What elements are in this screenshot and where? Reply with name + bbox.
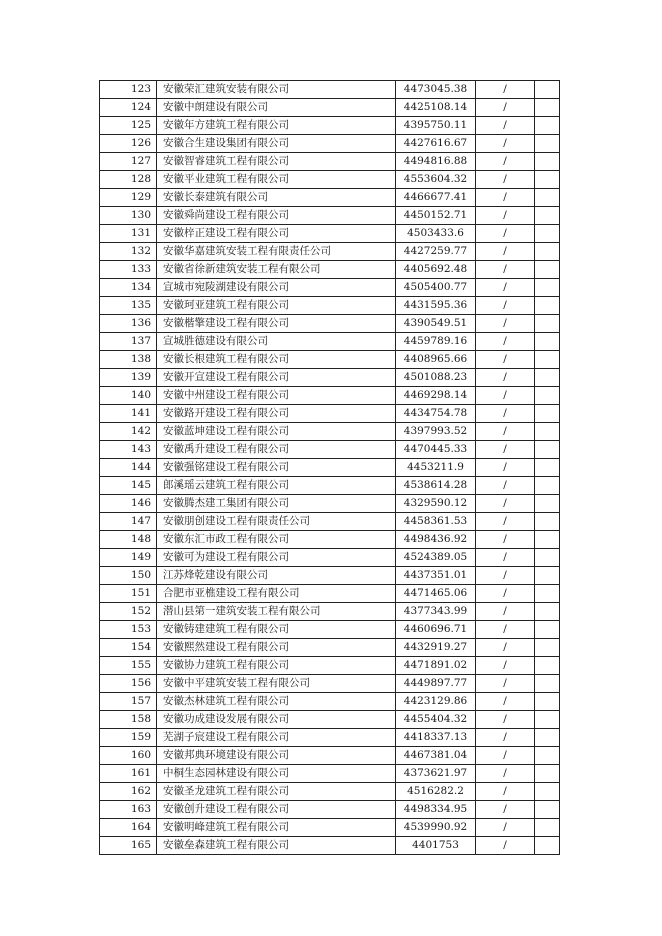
- company-name-cell: 安徽邦典环境建设有限公司: [157, 747, 396, 765]
- bid-price-cell: 4401753: [396, 837, 476, 855]
- row-number-cell: 152: [100, 603, 157, 621]
- table-row: [100, 171, 560, 189]
- empty-cell: [535, 567, 560, 585]
- bid-price-cell: 4450152.71: [396, 207, 476, 225]
- bid-price-cell: 4377343.99: [396, 603, 476, 621]
- remark-cell: /: [476, 729, 535, 747]
- remark-cell: /: [476, 567, 535, 585]
- table-row: [100, 675, 560, 693]
- company-name-cell: 安徽可为建设工程有限公司: [157, 549, 396, 567]
- table-row: [100, 711, 560, 729]
- company-name-cell: 安徽荣汇建筑安装有限公司: [157, 81, 396, 99]
- remark-cell: /: [476, 297, 535, 315]
- company-name-cell: 安徽东汇市政工程有限公司: [157, 531, 396, 549]
- remark-cell: /: [476, 387, 535, 405]
- company-name-cell: 安徽腾杰建工集团有限公司: [157, 495, 396, 513]
- company-name-cell: 安徽梓正建设工程有限公司: [157, 225, 396, 243]
- empty-cell: [535, 387, 560, 405]
- bid-price-cell: 4470445.33: [396, 441, 476, 459]
- bid-price-cell: 4427616.67: [396, 135, 476, 153]
- table-row: [100, 387, 560, 405]
- empty-cell: [535, 765, 560, 783]
- empty-cell: [535, 153, 560, 171]
- bid-price-cell: 4501088.23: [396, 369, 476, 387]
- bid-price-cell: 4437351.01: [396, 567, 476, 585]
- row-number-cell: 124: [100, 99, 157, 117]
- table-row: [100, 621, 560, 639]
- remark-cell: /: [476, 117, 535, 135]
- company-name-cell: 安徽中州建设工程有限公司: [157, 387, 396, 405]
- table-row: [100, 603, 560, 621]
- remark-cell: /: [476, 189, 535, 207]
- table-row: [100, 567, 560, 585]
- bid-price-cell: 4503433.6: [396, 225, 476, 243]
- row-number-cell: 151: [100, 585, 157, 603]
- empty-cell: [535, 423, 560, 441]
- table-row: [100, 333, 560, 351]
- row-number-cell: 150: [100, 567, 157, 585]
- bid-price-cell: 4373621.97: [396, 765, 476, 783]
- table-row: [100, 135, 560, 153]
- row-number-cell: 139: [100, 369, 157, 387]
- remark-cell: /: [476, 531, 535, 549]
- empty-cell: [535, 297, 560, 315]
- remark-cell: /: [476, 81, 535, 99]
- bid-price-cell: 4524389.05: [396, 549, 476, 567]
- company-name-cell: 安徽省徐新建筑安装工程有限公司: [157, 261, 396, 279]
- company-name-cell: 安徽朋创建设工程有限责任公司: [157, 513, 396, 531]
- bid-price-cell: 4516282.2: [396, 783, 476, 801]
- remark-cell: /: [476, 315, 535, 333]
- table-row: [100, 459, 560, 477]
- table-row: [100, 729, 560, 747]
- table-row: [100, 261, 560, 279]
- row-number-cell: 162: [100, 783, 157, 801]
- table-row: [100, 423, 560, 441]
- empty-cell: [535, 513, 560, 531]
- row-number-cell: 126: [100, 135, 157, 153]
- row-number-cell: 127: [100, 153, 157, 171]
- bid-price-cell: 4467381.04: [396, 747, 476, 765]
- remark-cell: /: [476, 783, 535, 801]
- remark-cell: /: [476, 459, 535, 477]
- company-name-cell: 安徽年方建筑工程有限公司: [157, 117, 396, 135]
- empty-cell: [535, 747, 560, 765]
- row-number-cell: 131: [100, 225, 157, 243]
- row-number-cell: 137: [100, 333, 157, 351]
- company-name-cell: 安徽杰林建筑工程有限公司: [157, 693, 396, 711]
- remark-cell: /: [476, 243, 535, 261]
- table-row: [100, 225, 560, 243]
- company-name-cell: 安徽舜尚建设工程有限公司: [157, 207, 396, 225]
- company-name-cell: 安徽功成建设发展有限公司: [157, 711, 396, 729]
- table-row: [100, 765, 560, 783]
- bid-price-cell: 4469298.14: [396, 387, 476, 405]
- company-name-cell: 安徽开宣建设工程有限公司: [157, 369, 396, 387]
- empty-cell: [535, 315, 560, 333]
- remark-cell: /: [476, 423, 535, 441]
- remark-cell: /: [476, 603, 535, 621]
- company-name-cell: 宣城胜德建设有限公司: [157, 333, 396, 351]
- row-number-cell: 143: [100, 441, 157, 459]
- remark-cell: /: [476, 207, 535, 225]
- company-name-cell: 安徽协力建筑工程有限公司: [157, 657, 396, 675]
- row-number-cell: 130: [100, 207, 157, 225]
- company-name-cell: 安徽垒森建筑工程有限公司: [157, 837, 396, 855]
- remark-cell: /: [476, 261, 535, 279]
- empty-cell: [535, 729, 560, 747]
- bid-price-cell: 4498436.92: [396, 531, 476, 549]
- table-row: [100, 693, 560, 711]
- remark-cell: /: [476, 279, 535, 297]
- table-row: [100, 405, 560, 423]
- empty-cell: [535, 279, 560, 297]
- remark-cell: /: [476, 405, 535, 423]
- remark-cell: /: [476, 369, 535, 387]
- table-row: [100, 153, 560, 171]
- table-row: [100, 477, 560, 495]
- company-name-cell: 安徽合生建设集团有限公司: [157, 135, 396, 153]
- remark-cell: /: [476, 513, 535, 531]
- company-name-cell: 安徽圣龙建筑工程有限公司: [157, 783, 396, 801]
- bidder-table: [99, 80, 560, 855]
- company-name-cell: 安徽平业建筑工程有限公司: [157, 171, 396, 189]
- bidder-table-body: [100, 81, 560, 855]
- bid-price-cell: 4471465.06: [396, 585, 476, 603]
- row-number-cell: 157: [100, 693, 157, 711]
- table-row: [100, 243, 560, 261]
- row-number-cell: 144: [100, 459, 157, 477]
- empty-cell: [535, 837, 560, 855]
- row-number-cell: 145: [100, 477, 157, 495]
- table-row: [100, 819, 560, 837]
- row-number-cell: 132: [100, 243, 157, 261]
- table-row: [100, 369, 560, 387]
- remark-cell: /: [476, 495, 535, 513]
- company-name-cell: 芜湖子宸建设工程有限公司: [157, 729, 396, 747]
- remark-cell: /: [476, 639, 535, 657]
- empty-cell: [535, 81, 560, 99]
- bid-price-cell: 4434754.78: [396, 405, 476, 423]
- company-name-cell: 安徽强铭建设工程有限公司: [157, 459, 396, 477]
- remark-cell: /: [476, 549, 535, 567]
- row-number-cell: 149: [100, 549, 157, 567]
- row-number-cell: 158: [100, 711, 157, 729]
- table-row: [100, 801, 560, 819]
- bid-price-cell: 4473045.38: [396, 81, 476, 99]
- remark-cell: /: [476, 441, 535, 459]
- row-number-cell: 161: [100, 765, 157, 783]
- table-row: [100, 351, 560, 369]
- bid-price-cell: 4538614.28: [396, 477, 476, 495]
- bid-price-cell: 4390549.51: [396, 315, 476, 333]
- table-row: [100, 81, 560, 99]
- row-number-cell: 153: [100, 621, 157, 639]
- empty-cell: [535, 333, 560, 351]
- table-row: [100, 441, 560, 459]
- company-name-cell: 郎溪瑶云建筑工程有限公司: [157, 477, 396, 495]
- row-number-cell: 138: [100, 351, 157, 369]
- remark-cell: /: [476, 99, 535, 117]
- empty-cell: [535, 819, 560, 837]
- empty-cell: [535, 531, 560, 549]
- company-name-cell: 安徽珂亚建筑工程有限公司: [157, 297, 396, 315]
- remark-cell: /: [476, 585, 535, 603]
- empty-cell: [535, 693, 560, 711]
- row-number-cell: 136: [100, 315, 157, 333]
- empty-cell: [535, 495, 560, 513]
- row-number-cell: 133: [100, 261, 157, 279]
- remark-cell: /: [476, 351, 535, 369]
- company-name-cell: 安徽铸建建筑工程有限公司: [157, 621, 396, 639]
- empty-cell: [535, 459, 560, 477]
- empty-cell: [535, 639, 560, 657]
- company-name-cell: 合肥市亚樵建设工程有限公司: [157, 585, 396, 603]
- remark-cell: /: [476, 477, 535, 495]
- bid-price-cell: 4455404.32: [396, 711, 476, 729]
- empty-cell: [535, 585, 560, 603]
- empty-cell: [535, 225, 560, 243]
- row-number-cell: 156: [100, 675, 157, 693]
- company-name-cell: 安徽长泰建筑有限公司: [157, 189, 396, 207]
- company-name-cell: 中桐生态园林建设有限公司: [157, 765, 396, 783]
- bid-price-cell: 4458361.53: [396, 513, 476, 531]
- empty-cell: [535, 801, 560, 819]
- empty-cell: [535, 549, 560, 567]
- bid-price-cell: 4539990.92: [396, 819, 476, 837]
- company-name-cell: 安徽智睿建筑工程有限公司: [157, 153, 396, 171]
- table-row: [100, 639, 560, 657]
- company-name-cell: 安徽路开建设工程有限公司: [157, 405, 396, 423]
- bid-price-cell: 4494816.88: [396, 153, 476, 171]
- company-name-cell: 安徽长根建筑工程有限公司: [157, 351, 396, 369]
- empty-cell: [535, 783, 560, 801]
- table-row: [100, 279, 560, 297]
- company-name-cell: 安徽华嘉建筑安装工程有限责任公司: [157, 243, 396, 261]
- row-number-cell: 159: [100, 729, 157, 747]
- empty-cell: [535, 603, 560, 621]
- row-number-cell: 125: [100, 117, 157, 135]
- table-row: [100, 585, 560, 603]
- bid-price-cell: 4405692.48: [396, 261, 476, 279]
- bid-price-cell: 4471891.02: [396, 657, 476, 675]
- bid-price-cell: 4505400.77: [396, 279, 476, 297]
- empty-cell: [535, 261, 560, 279]
- row-number-cell: 165: [100, 837, 157, 855]
- table-row: [100, 189, 560, 207]
- table-row: [100, 657, 560, 675]
- remark-cell: /: [476, 171, 535, 189]
- company-name-cell: 潜山县第一建筑安装工程有限公司: [157, 603, 396, 621]
- bid-price-cell: 4431595.36: [396, 297, 476, 315]
- empty-cell: [535, 243, 560, 261]
- bid-price-cell: 4329590.12: [396, 495, 476, 513]
- bid-price-cell: 4423129.86: [396, 693, 476, 711]
- row-number-cell: 142: [100, 423, 157, 441]
- empty-cell: [535, 405, 560, 423]
- row-number-cell: 135: [100, 297, 157, 315]
- table-row: [100, 549, 560, 567]
- empty-cell: [535, 117, 560, 135]
- row-number-cell: 134: [100, 279, 157, 297]
- bid-price-cell: 4466677.41: [396, 189, 476, 207]
- company-name-cell: 安徽明峰建筑工程有限公司: [157, 819, 396, 837]
- company-name-cell: 安徽中平建筑安装工程有限公司: [157, 675, 396, 693]
- remark-cell: /: [476, 747, 535, 765]
- company-name-cell: 安徽熙然建设工程有限公司: [157, 639, 396, 657]
- empty-cell: [535, 351, 560, 369]
- remark-cell: /: [476, 225, 535, 243]
- table-row: [100, 297, 560, 315]
- table-row: [100, 99, 560, 117]
- bid-price-cell: 4395750.11: [396, 117, 476, 135]
- table-row: [100, 747, 560, 765]
- bid-price-cell: 4553604.32: [396, 171, 476, 189]
- empty-cell: [535, 135, 560, 153]
- empty-cell: [535, 171, 560, 189]
- remark-cell: /: [476, 621, 535, 639]
- empty-cell: [535, 711, 560, 729]
- row-number-cell: 147: [100, 513, 157, 531]
- row-number-cell: 148: [100, 531, 157, 549]
- empty-cell: [535, 675, 560, 693]
- empty-cell: [535, 477, 560, 495]
- table-row: [100, 315, 560, 333]
- remark-cell: /: [476, 657, 535, 675]
- row-number-cell: 155: [100, 657, 157, 675]
- table-row: [100, 117, 560, 135]
- row-number-cell: 128: [100, 171, 157, 189]
- table-row: [100, 531, 560, 549]
- remark-cell: /: [476, 819, 535, 837]
- company-name-cell: 安徽蓝坤建设工程有限公司: [157, 423, 396, 441]
- empty-cell: [535, 189, 560, 207]
- bid-price-cell: 4459789.16: [396, 333, 476, 351]
- empty-cell: [535, 369, 560, 387]
- table-row: [100, 207, 560, 225]
- remark-cell: /: [476, 333, 535, 351]
- company-name-cell: 江苏烽乾建设有限公司: [157, 567, 396, 585]
- empty-cell: [535, 207, 560, 225]
- bid-price-cell: 4418337.13: [396, 729, 476, 747]
- company-name-cell: 安徽禹升建设工程有限公司: [157, 441, 396, 459]
- table-row: [100, 783, 560, 801]
- bid-price-cell: 4397993.52: [396, 423, 476, 441]
- row-number-cell: 163: [100, 801, 157, 819]
- empty-cell: [535, 657, 560, 675]
- row-number-cell: 154: [100, 639, 157, 657]
- row-number-cell: 160: [100, 747, 157, 765]
- company-name-cell: 安徽楷擎建设工程有限公司: [157, 315, 396, 333]
- bid-price-cell: 4498334.95: [396, 801, 476, 819]
- empty-cell: [535, 441, 560, 459]
- bid-price-cell: 4408965.66: [396, 351, 476, 369]
- bid-price-cell: 4453211.9: [396, 459, 476, 477]
- bid-price-cell: 4460696.71: [396, 621, 476, 639]
- remark-cell: /: [476, 801, 535, 819]
- company-name-cell: 宣城市宛陵湖建设有限公司: [157, 279, 396, 297]
- remark-cell: /: [476, 693, 535, 711]
- remark-cell: /: [476, 135, 535, 153]
- table-row: [100, 495, 560, 513]
- table-row: [100, 513, 560, 531]
- row-number-cell: 164: [100, 819, 157, 837]
- bid-price-cell: 4449897.77: [396, 675, 476, 693]
- table-row: [100, 837, 560, 855]
- bid-price-cell: 4425108.14: [396, 99, 476, 117]
- empty-cell: [535, 99, 560, 117]
- row-number-cell: 140: [100, 387, 157, 405]
- empty-cell: [535, 621, 560, 639]
- bid-price-cell: 4427259.77: [396, 243, 476, 261]
- bid-price-cell: 4432919.27: [396, 639, 476, 657]
- row-number-cell: 141: [100, 405, 157, 423]
- remark-cell: /: [476, 837, 535, 855]
- row-number-cell: 129: [100, 189, 157, 207]
- row-number-cell: 146: [100, 495, 157, 513]
- company-name-cell: 安徽创升建设工程有限公司: [157, 801, 396, 819]
- remark-cell: /: [476, 765, 535, 783]
- remark-cell: /: [476, 675, 535, 693]
- remark-cell: /: [476, 153, 535, 171]
- company-name-cell: 安徽中朗建设有限公司: [157, 99, 396, 117]
- row-number-cell: 123: [100, 81, 157, 99]
- remark-cell: /: [476, 711, 535, 729]
